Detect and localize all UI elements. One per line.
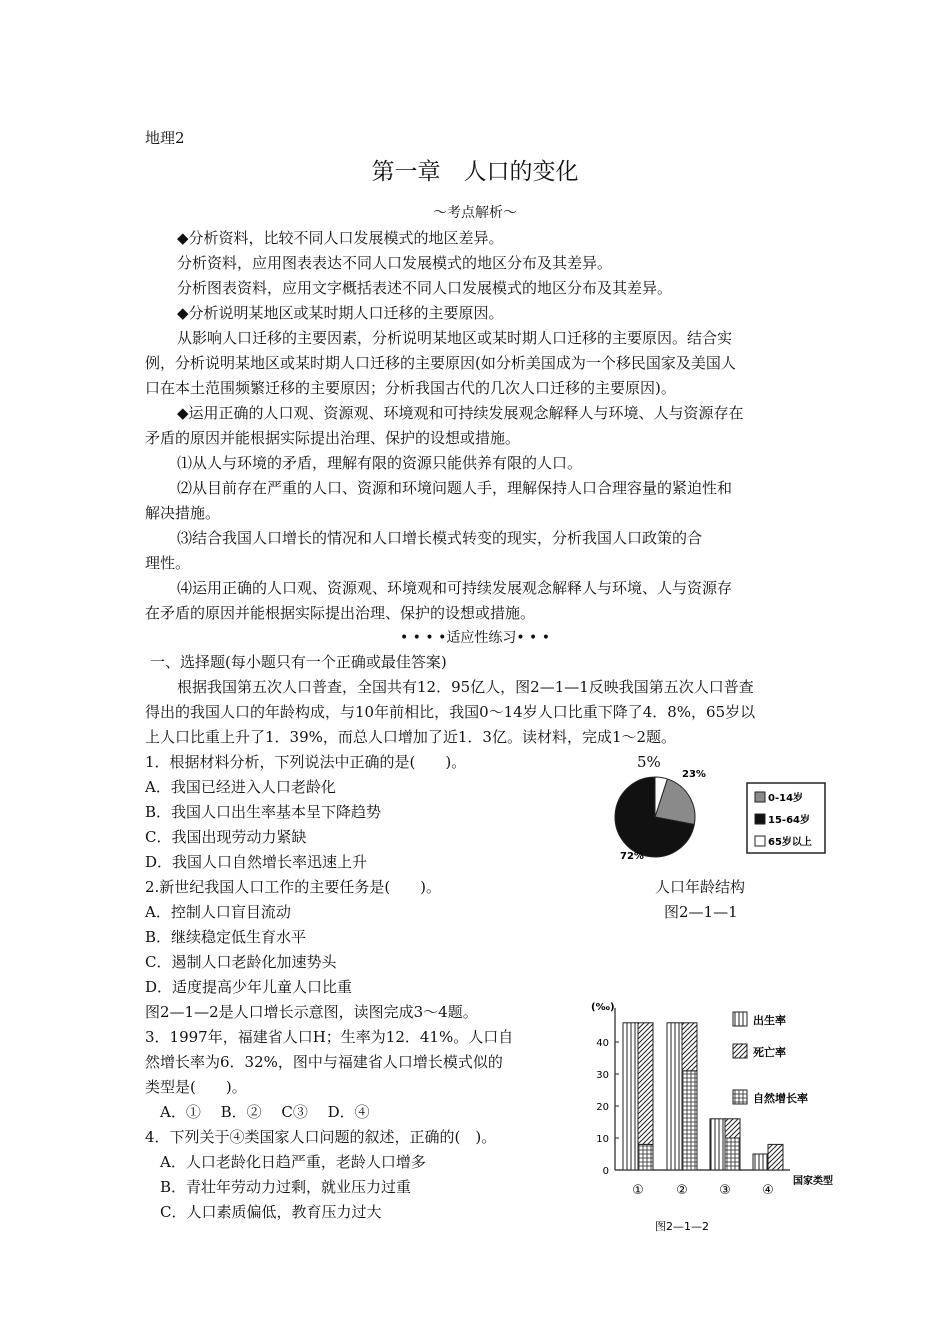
choice-heading: 一、选择题(每小题只有一个正确或最佳答案)	[150, 653, 447, 671]
pie-top-label: 5%	[637, 753, 661, 771]
pie-legend-label: 0-14岁	[768, 793, 804, 804]
bar-death-rate	[638, 1023, 653, 1145]
bar-xlabel: 国家类型	[793, 1176, 833, 1187]
bar-death-rate	[768, 1144, 783, 1170]
bar-y-tick: 10	[596, 1134, 609, 1145]
q3-stem-line: 3．1997年，福建省人口H；生率为12．41%。人口自	[145, 1028, 514, 1046]
pie-legend-swatch	[755, 836, 765, 846]
q2-option-d: D．适度提高少年儿童人口比重	[145, 978, 353, 996]
q1-option-c: C．我国出现劳动力紧缺	[145, 828, 307, 846]
bar-x-label: ③	[719, 1183, 731, 1198]
section-practice: • • • •适应性练习• • •	[399, 630, 551, 646]
intro-line: 根据我国第五次人口普查，全国共有12．95亿人，图2—1—1反映我国第五次人口普查	[177, 678, 754, 696]
q2-option-c: C．遏制人口老龄化加速势头	[145, 953, 337, 971]
kaodian-line: 例，分析说明某地区或某时期人口迁移的主要原因(如分析美国成为一个移民国家及美国人	[145, 354, 736, 372]
bar-legend-swatch	[733, 1090, 747, 1104]
q2-option-a: A．控制人口盲目流动	[145, 903, 291, 921]
bar-legend-label: 死亡率	[753, 1046, 786, 1059]
kaodian-line: 分析资料，应用图表表达不同人口发展模式的地区分布及其差异。	[177, 254, 613, 272]
pie-slice-label: 23%	[682, 769, 706, 780]
bar-natural-increase	[682, 1071, 697, 1170]
pie-slice-label: 72%	[620, 851, 644, 862]
fig2-intro: 图2—1—2是人口增长示意图，读图完成3～4题。	[145, 1003, 478, 1021]
kaodian-line: 理性。	[145, 554, 191, 572]
bar-chart	[585, 992, 850, 1237]
chapter-title: 第一章 人口的变化	[371, 159, 579, 185]
bar-legend-label: 自然增长率	[753, 1092, 808, 1105]
intro-line: 上人口比重上升了1．39%，而总人口增加了近1．3亿。读材料，完成1～2题。	[145, 728, 677, 746]
bar-birth-rate	[710, 1119, 725, 1170]
bar-y-tick: 20	[596, 1102, 609, 1113]
q4-option-a: A．人口老龄化日趋严重，老龄人口增多	[160, 1153, 426, 1171]
kaodian-line: 口在本土范围频繁迁移的主要原因；分析我国古代的几次人口迁移的主要原因)。	[145, 379, 676, 397]
pie-legend-swatch	[755, 814, 765, 824]
bar-birth-rate	[753, 1154, 768, 1170]
q2-stem: 2.新世纪我国人口工作的主要任务是( )。	[145, 878, 442, 896]
pie-legend-label: 65岁以上	[768, 837, 812, 848]
kaodian-line: ◆分析资料，比较不同人口发展模式的地区差异。	[177, 229, 504, 247]
bar-unit: (‰)	[591, 1002, 615, 1013]
kaodian-line: 解决措施。	[145, 504, 221, 522]
bar-caption: 图2—1—2	[655, 1220, 709, 1233]
pie-chart	[610, 765, 840, 865]
q1-option-b: B．我国人口出生率基本呈下降趋势	[145, 803, 382, 821]
kaodian-line: 分析图表资料，应用文字概括表述不同人口发展模式的地区分布及其差异。	[177, 279, 673, 297]
bar-y-tick: 30	[596, 1070, 609, 1081]
intro-line: 得出的我国人口的年龄构成，与10年前相比，我国0～14岁人口比重下降了4．8%，65岁以	[145, 703, 756, 721]
pie-fig-number: 图2—1—1	[664, 903, 738, 921]
kaodian-line: 在矛盾的原因并能根据实际提出治理、保护的设想或措施。	[145, 604, 536, 622]
q3-options: A．① B．② C③ D．④	[160, 1103, 370, 1121]
kaodian-line: 矛盾的原因并能根据实际提出治理、保护的设想或措施。	[145, 429, 521, 447]
pie-legend-swatch	[755, 792, 765, 802]
bar-legend-swatch	[733, 1044, 747, 1058]
bar-y-tick: 0	[602, 1166, 609, 1177]
q3-stem-line: 然增长率为6．32%，图中与福建省人口增长模式似的	[145, 1053, 503, 1071]
bar-death-rate	[725, 1119, 740, 1138]
page-header: 地理2	[145, 129, 185, 147]
q2-option-b: B．继续稳定低生育水平	[145, 928, 307, 946]
bar-birth-rate	[667, 1023, 682, 1170]
pie-legend-label: 15-64岁	[768, 815, 810, 826]
kaodian-line: ◆分析说明某地区或某时期人口迁移的主要原因。	[177, 304, 504, 322]
bar-legend-swatch	[733, 1012, 747, 1026]
bar-x-label: ①	[632, 1183, 644, 1198]
bar-x-label: ④	[762, 1183, 774, 1198]
q4-option-b: B．青壮年劳动力过剩，就业压力过重	[160, 1178, 412, 1196]
kaodian-line: ⑵从目前存在严重的人口、资源和环境问题人手，理解保持人口合理容量的紧迫性和	[177, 479, 733, 497]
bar-x-label: ②	[676, 1183, 688, 1198]
q4-stem: 4．下列关于④类国家人口问题的叙述，正确的( )。	[145, 1128, 497, 1146]
pie-caption: 人口年龄结构	[655, 878, 746, 896]
bar-legend-label: 出生率	[753, 1014, 786, 1027]
kaodian-line: ◆运用正确的人口观、资源观、环境观和可持续发展观念解释人与环境、人与资源存在	[177, 404, 744, 422]
bar-birth-rate	[623, 1023, 638, 1170]
bar-natural-increase	[725, 1138, 740, 1170]
bar-y-tick: 40	[596, 1038, 609, 1049]
kaodian-line: ⑷运用正确的人口观、资源观、环境观和可持续发展观念解释人与环境、人与资源存	[177, 579, 733, 597]
q1-option-d: D．我国人口自然增长率迅速上升	[145, 853, 368, 871]
q3-stem-line: 类型是( )。	[145, 1078, 247, 1096]
kaodian-line: 从影响人口迁移的主要因素，分析说明某地区或某时期人口迁移的主要原因。结合实	[177, 329, 733, 347]
q1-stem: 1．根据材料分析，下列说法中正确的是( )。	[145, 753, 467, 771]
kaodian-line: ⑶结合我国人口增长的情况和人口增长模式转变的现实，分析我国人口政策的合	[177, 529, 703, 547]
kaodian-line: ⑴从人与环境的矛盾，理解有限的资源只能供养有限的人口。	[177, 454, 583, 472]
q4-option-c: C．人口素质偏低，教育压力过大	[160, 1203, 382, 1221]
bar-natural-increase	[638, 1144, 653, 1170]
q1-option-a: A．我国已经进入人口老龄化	[145, 778, 336, 796]
section-kaodian: ～考点解析～	[433, 205, 517, 221]
bar-death-rate	[682, 1023, 697, 1071]
